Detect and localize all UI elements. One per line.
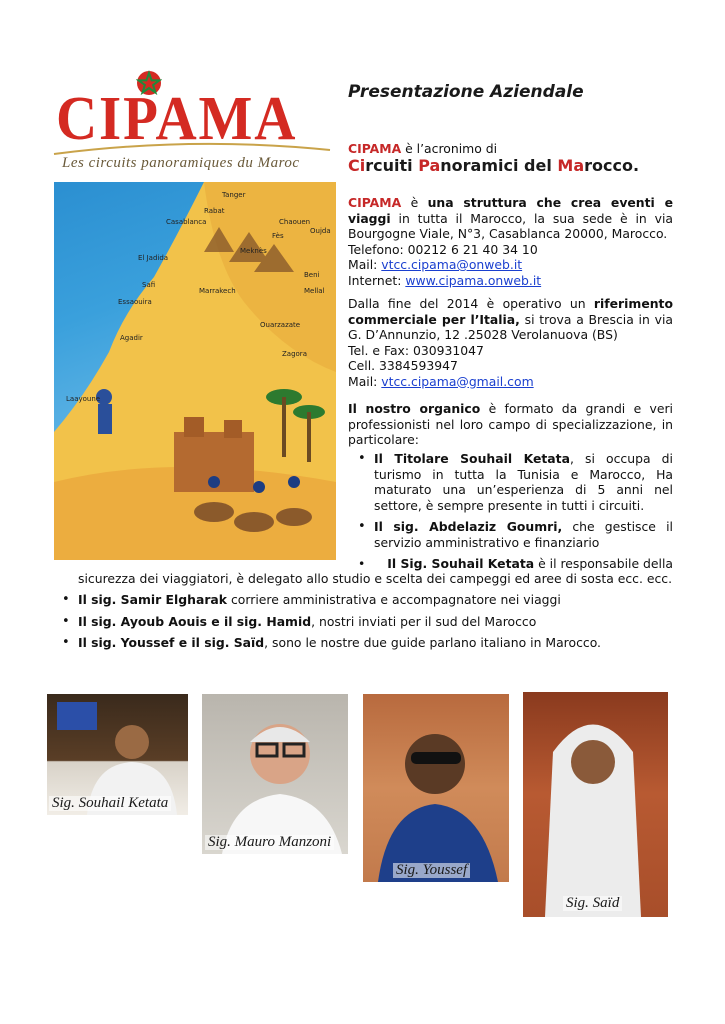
logo-tagline: Les circuits panoramiques du Maroc — [62, 155, 300, 171]
acronym-text: rocco. — [584, 156, 640, 175]
city-label: Rabat — [204, 207, 225, 215]
city-label: Tanger — [222, 191, 246, 199]
city-label: Casablanca — [166, 218, 207, 226]
brand-name: CIPAMA — [348, 195, 402, 210]
tel-fax: Tel. e Fax: 030931047 — [348, 342, 484, 358]
list-item — [52, 614, 682, 630]
staff-role: è il responsabile della — [534, 556, 673, 571]
staff-name: Il Titolare Souhail Ketata — [374, 451, 570, 466]
staff-intro — [348, 401, 673, 448]
city-label: Beni Mellal — [304, 271, 325, 295]
map-graphic — [54, 182, 336, 560]
mail-label: Mail: — [348, 257, 382, 272]
email-link[interactable]: vtcc.cipama@gmail.com — [381, 373, 534, 389]
city-label: Safi — [142, 281, 156, 289]
staff-name: Il sig. Samir Elgharak — [78, 592, 228, 607]
staff-photo — [202, 694, 348, 854]
staff-role: , sono le nostre due guide parlano italiano in Marocco. — [264, 635, 601, 650]
italy-address: si trova a Brescia in via G. D’Annunzio, 12 .25028 Verolanuova (BS) — [348, 311, 673, 342]
mail-label: Mail: — [348, 373, 382, 389]
city-label: Marrakech — [199, 287, 236, 295]
acronym-letters: Ci — [348, 156, 366, 175]
staff-photo — [47, 694, 188, 815]
italy-text: Dalla fine del 2014 è operativo un — [348, 296, 594, 311]
acronym-expansion — [348, 155, 639, 177]
brand-name: CIPAMA — [348, 141, 402, 156]
about-highlight: una struttura che crea eventi e viaggi — [348, 195, 673, 226]
intro-text: è l’acronimo di — [401, 141, 498, 156]
morocco-map-illustration — [54, 182, 336, 560]
portrait-graphic — [363, 694, 509, 882]
list-item — [52, 635, 682, 651]
city-label: Essaouira — [118, 298, 152, 306]
page-title: Presentazione Aziendale — [348, 82, 584, 102]
about-text: è — [401, 195, 428, 210]
website-link[interactable]: www.cipama.onweb.it — [405, 272, 542, 288]
photo-caption: Sig. Mauro Manzoni — [205, 835, 334, 851]
staff-name: Il sig. Abdelaziz Goumri, — [374, 519, 563, 534]
portrait-graphic — [202, 694, 348, 854]
city-label: Chaouen — [279, 218, 311, 226]
city-label: El Jadida — [138, 254, 169, 262]
staff-intro-bold: Il nostro organico — [348, 401, 481, 416]
phone-number: Telefono: 00212 6 21 40 34 10 — [348, 241, 538, 257]
cipama-logo — [52, 70, 332, 182]
internet-label: Internet: — [348, 272, 406, 288]
email-link[interactable]: vtcc.cipama@onweb.it — [381, 257, 523, 272]
city-label: Agadir — [120, 334, 143, 342]
about-paragraph — [348, 195, 673, 288]
cell-number: Cell. 3384593947 — [348, 358, 458, 373]
city-label: Ouarzazate — [260, 321, 301, 329]
staff-photo — [363, 694, 509, 882]
staff-name: Il sig. Youssef e il sig. Saïd — [78, 635, 265, 650]
acronym-letters: Pa — [418, 156, 441, 175]
staff-role: che gestisce il servizio amministrativo e finanziario — [374, 519, 673, 550]
city-label: Laayoune — [66, 395, 101, 403]
staff-list-top — [348, 451, 673, 550]
staff-role: , si occupa di turismo in tutta la Tunisia e Marocco, Ha maturato una un’esperienza di 5 anni nel settore, è sempre presente in tutti i circuiti. — [374, 451, 673, 513]
photo-caption: Sig. Saïd — [563, 896, 622, 912]
acronym-text: rcuiti — [365, 156, 419, 175]
italy-highlight: riferimento commerciale per l’Italia, — [348, 296, 673, 327]
list-item: • Il Sig. Souhail Ketata è il responsabile della — [358, 556, 673, 571]
portrait-graphic — [523, 692, 668, 917]
city-label: Zagora — [282, 350, 307, 358]
staff-intro-text: è formato da grandi e veri professionisti nel loro campo di specializzazione, in particolare: — [348, 401, 673, 447]
acronym-text: noramici del — [440, 156, 558, 175]
list-item — [348, 451, 673, 513]
photo-caption: Sig. Souhail Ketata — [49, 796, 171, 812]
about-address: in tutta il Marocco, la sua sede è in via Bourgogne Viale, N°3, Casablanca 20000, Marocco. — [348, 210, 673, 241]
staff-role: , nostri inviati per il sud del Marocco — [311, 613, 537, 629]
city-label: Fès — [272, 232, 284, 240]
list-item — [52, 592, 682, 608]
staff-role-continued: sicurezza dei viaggiatori, è delegato allo studio e scelta dei campeggi ed aree di sosta ecc. ecc. — [78, 571, 673, 586]
acronym-letters: Ma — [557, 156, 585, 175]
staff-photo — [523, 692, 668, 917]
city-label: Oujda — [310, 227, 331, 235]
italy-paragraph — [348, 296, 673, 389]
list-item — [348, 519, 673, 550]
logo-wordmark: CIPAMA — [56, 85, 298, 153]
staff-name: Il sig. Ayoub Aouis e il sig. Hamid — [78, 613, 312, 629]
city-label: Meknès — [240, 247, 267, 255]
photo-caption: Sig. Youssef — [393, 863, 470, 879]
staff-list-bottom — [52, 592, 682, 651]
staff-role: corriere amministrativa e accompagnatore nei viaggi — [227, 592, 561, 607]
staff-name: Il Sig. Souhail Ketata — [387, 556, 535, 571]
